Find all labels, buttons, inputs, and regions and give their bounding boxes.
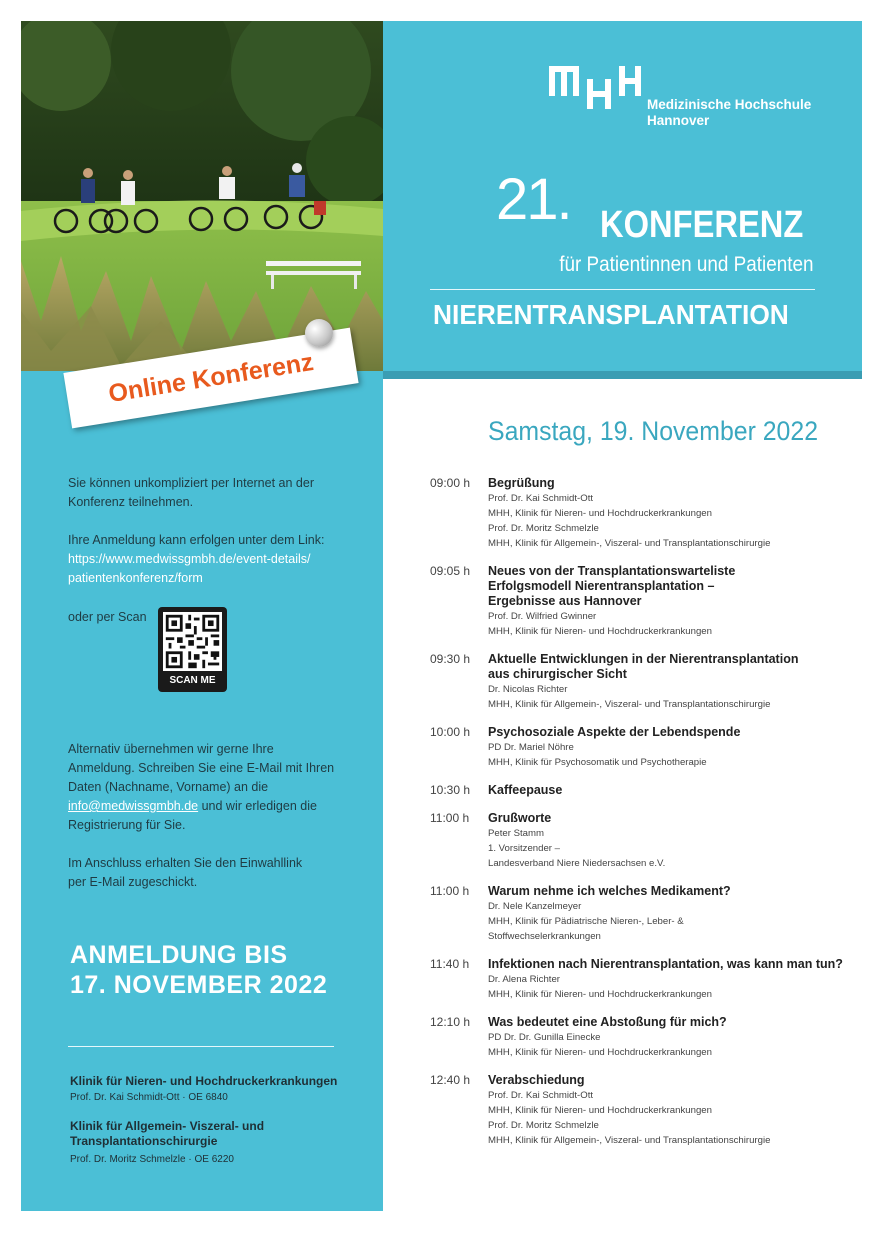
program-title: Was bedeutet eine Abstoßung für mich? [488,1015,727,1029]
intro-text: Sie können unkompliziert per Internet an der Konferenz teilnehmen. [68,476,314,509]
register-line: Ihre Anmeldung kann erfolgen unter dem Link: [68,533,325,547]
institution-name: Medizinische Hochschule Hannover [647,97,812,128]
program-title: Grußworte [488,811,552,825]
alt-text: Alternativ übernehmen wir gerne Ihre Anmeldung. Schreiben Sie eine E-Mail mit Ihren Daten (Nachname, Vorname) an die [68,742,335,794]
program-time: 11:00 h [430,884,470,898]
program-detail: PD Dr. Dr. Gunilla Einecke [488,1032,601,1043]
program-detail: Dr. Nele Kanzelmeyer [488,901,582,912]
program-detail: Prof. Dr. Kai Schmidt-Ott [488,493,594,504]
program-detail: Prof. Dr. Moritz Schmelzle [488,1120,599,1131]
program-title: Ergebnisse aus Hannover [488,594,642,608]
program-time: 12:40 h [430,1073,471,1087]
program-detail: MHH, Klinik für Allgemein-, Viszeral- und Transplantationschirurgie [488,1135,771,1146]
program-title: Verabschiedung [488,1073,585,1087]
qr-label: SCAN ME [169,675,216,686]
left-divider [68,1046,334,1047]
header-accent-bar [383,371,862,379]
program-item [430,783,850,798]
program-detail: Prof. Dr. Kai Schmidt-Ott [488,1090,594,1101]
program-time: 09:05 h [430,564,471,578]
scan-text: oder per Scan [68,610,147,624]
mhh-logo-icon [549,63,641,111]
program-time: 10:30 h [430,783,471,797]
program-content [488,884,850,944]
program-content [488,1015,850,1060]
qr-code[interactable] [158,607,227,692]
program-title: Psychosoziale Aspekte der Lebendspende [488,725,741,739]
alt-registration-text [68,740,343,835]
program-detail: MHH, Klinik für Psychosomatik und Psychotherapie [488,757,707,768]
program-content [488,811,850,871]
program-detail: MHH, Klinik für Pädiatrische Nieren-, Leber- & [488,916,684,927]
program-detail: MHH, Klinik für Nieren- und Hochdruckerkrankungen [488,508,712,519]
program-content [488,957,850,1002]
program-item [430,957,850,1002]
program-item [430,725,850,770]
alt-text-end: und wir erledigen die Registrierung für Sie. [68,799,317,832]
conference-subtitle: für Patientinnen und Patienten [559,253,814,276]
program-title: Neues von der Transplantationswarteliste [488,564,736,578]
program-content [488,783,850,798]
event-date: Samstag, 19. November 2022 [488,416,819,446]
program-content [488,652,850,712]
program-title: aus chirurgischer Sicht [488,667,627,681]
program-title: Begrüßung [488,476,555,490]
program-detail: Peter Stamm [488,828,544,839]
program-detail: 1. Vorsitzender – [488,843,560,854]
program-item [430,564,850,639]
program-item [430,652,850,712]
program-content [488,725,850,770]
conference-topic: NIERENTRANSPLANTATION [433,299,789,330]
program-detail: MHH, Klinik für Allgemein-, Viszeral- und Transplantationschirurgie [488,699,771,710]
program-detail: Stoffwechselerkrankungen [488,931,601,942]
program-detail: MHH, Klinik für Allgemein-, Viszeral- und Transplantationschirurgie [488,538,771,549]
program-title: Erfolgsmodell Nierentransplantation – [488,579,715,593]
program-detail: Dr. Alena Richter [488,974,560,985]
program-detail: Prof. Dr. Wilfried Gwinner [488,611,597,622]
clinic2-name: Klinik für Allgemein- Viszeral- und Transplantationschirurgie [70,1119,265,1148]
program-schedule [430,476,850,1161]
pin-icon [305,319,333,347]
program-title: Aktuelle Entwicklungen in der Nierentransplantation [488,652,799,666]
program-detail: MHH, Klinik für Nieren- und Hochdruckerkrankungen [488,1105,712,1116]
program-detail: Dr. Nicolas Richter [488,684,568,695]
program-time: 12:10 h [430,1015,471,1029]
program-detail: MHH, Klinik für Nieren- und Hochdruckerkrankungen [488,626,712,637]
program-time: 10:00 h [430,725,471,739]
program-item [430,811,850,871]
qr-code-image [163,612,222,671]
registration-deadline: ANMELDUNG BIS 17. NOVEMBER 2022 [70,941,328,999]
program-time: 11:40 h [430,957,470,971]
program-title: Warum nehme ich welches Medikament? [488,884,731,898]
email-link[interactable]: info@medwissgmbh.de [68,799,199,813]
program-time: 09:00 h [430,476,471,490]
program-content [488,1073,850,1148]
program-item [430,476,850,551]
program-time: 11:00 h [430,811,470,825]
conference-word: KONFERENZ [600,204,804,246]
clinic1-name: Klinik für Nieren- und Hochdruckerkrankungen [70,1074,338,1088]
clinic2-person: Prof. Dr. Moritz Schmelzle · OE 6220 [70,1154,234,1165]
program-item [430,1073,850,1148]
program-detail: Prof. Dr. Moritz Schmelzle [488,523,599,534]
header-divider [430,289,815,290]
program-detail: MHH, Klinik für Nieren- und Hochdruckerkrankungen [488,989,712,1000]
clinic1-person: Prof. Dr. Kai Schmidt-Ott · OE 6840 [70,1092,228,1103]
program-content [488,564,850,639]
program-time: 09:30 h [430,652,471,666]
online-badge-label: Online Konferenz [106,347,316,409]
header-photo-cyclists [21,21,383,371]
program-title: Infektionen nach Nierentransplantation, was kann man tun? [488,957,843,971]
program-detail: MHH, Klinik für Nieren- und Hochdruckerkrankungen [488,1047,712,1058]
register-link[interactable]: https://www.medwissgmbh.de/event-details/ patientenkonferenz/form [68,552,311,585]
program-detail: PD Dr. Mariel Nöhre [488,742,574,753]
conference-number: 21. [496,167,571,232]
program-item [430,884,850,944]
program-item [430,1015,850,1060]
program-detail: Landesverband Niere Niedersachsen e.V. [488,858,666,869]
program-title: Kaffeepause [488,783,563,797]
program-content [488,476,850,551]
followup-text: Im Anschluss erhalten Sie den Einwahllink per E-Mail zugeschickt. [68,856,303,889]
